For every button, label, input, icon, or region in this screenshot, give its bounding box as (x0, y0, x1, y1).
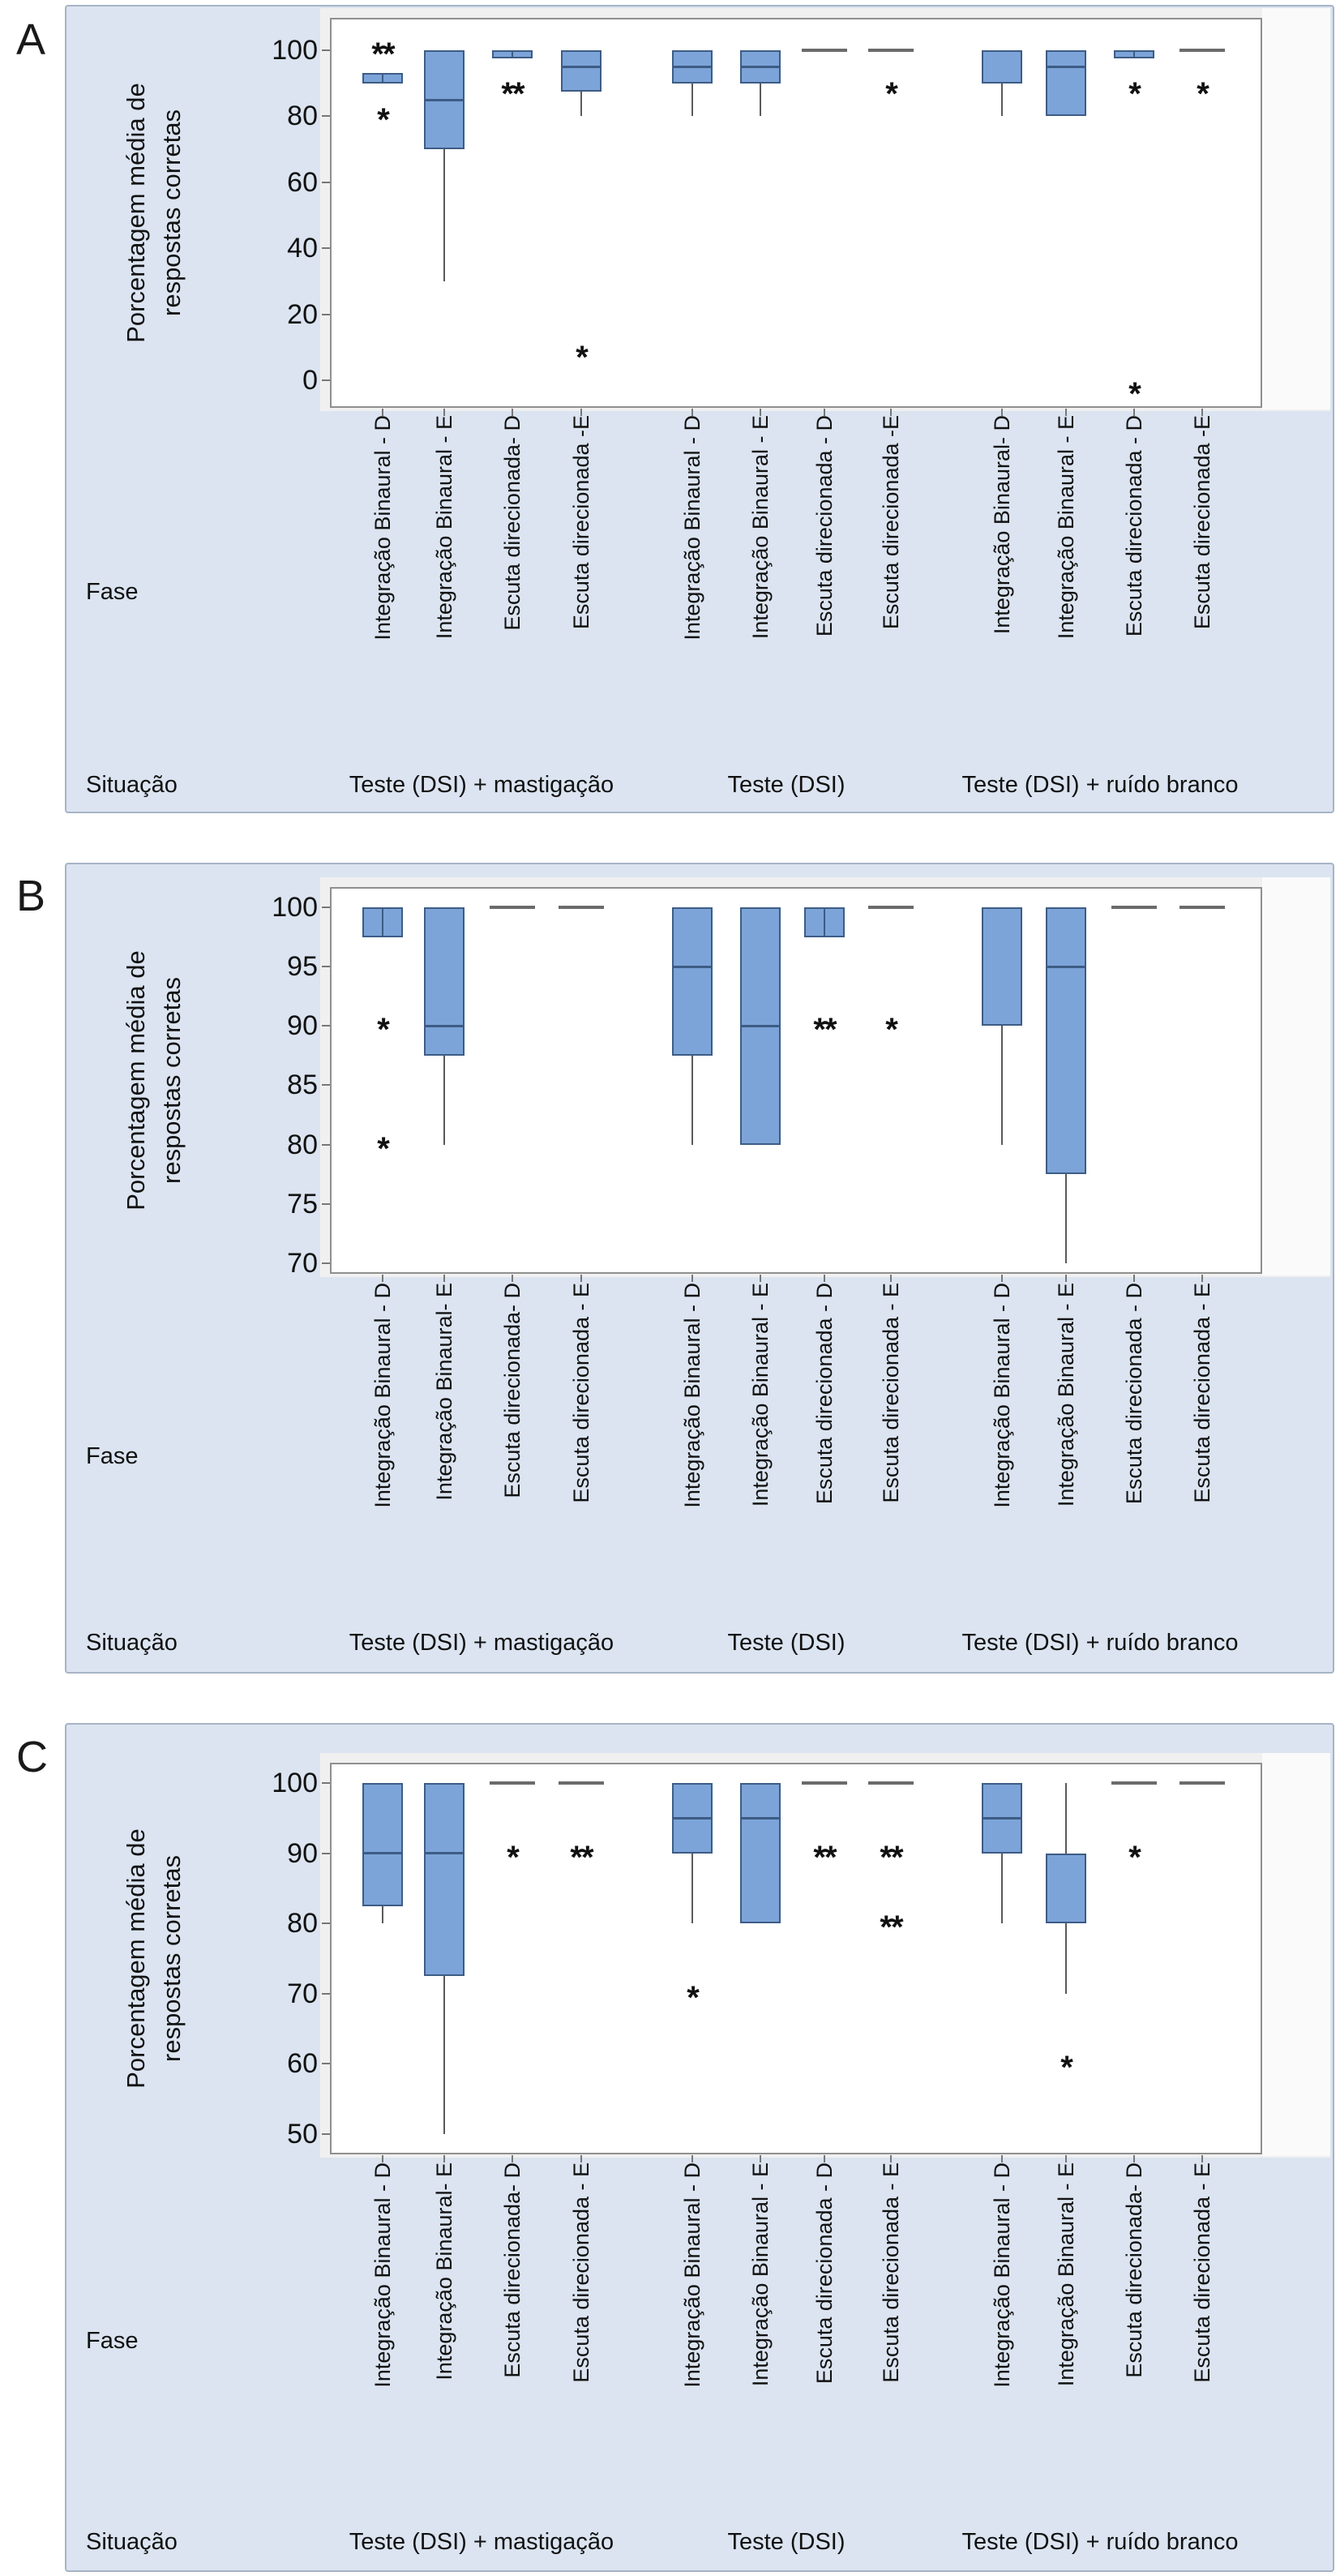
y-tick-label: 100 (272, 35, 318, 66)
y-tick-label: 80 (287, 101, 318, 132)
x-tick-mark (1065, 2155, 1067, 2162)
median-line (672, 1817, 713, 1819)
boxplot-box (982, 50, 1022, 84)
situation-group-label: Teste (DSI) (727, 1630, 846, 1656)
outlier-marker: * (885, 1012, 897, 1048)
x-tick-label: Escuta direcionada- D (500, 415, 524, 631)
range-line (1179, 1781, 1225, 1785)
range-line (868, 906, 914, 909)
x-tick-mark (691, 2155, 693, 2162)
x-tick-label: Escuta direcionada - E (1190, 2162, 1214, 2383)
panel-letter-b: B (16, 872, 46, 920)
x-tick-mark (824, 1275, 825, 1282)
situation-group-label: Teste (DSI) + mastigação (349, 1630, 614, 1656)
outlier-marker: ** (501, 75, 524, 112)
panel-b (65, 863, 1334, 1674)
x-tick-mark (1001, 1275, 1003, 1282)
y-tick-mark (322, 1922, 330, 1924)
x-tick-mark (443, 2155, 445, 2162)
whisker-lower (691, 84, 693, 117)
y-tick-mark (322, 1782, 330, 1784)
x-tick-label: Escuta direcionada - E (569, 1283, 593, 1503)
boxplot-box (1046, 907, 1086, 1174)
situation-group-label: Teste (DSI) + mastigação (349, 772, 614, 798)
y-tick-label: 20 (287, 298, 318, 330)
outlier-marker: * (687, 1979, 698, 2016)
y-axis-title (118, 887, 193, 1274)
range-line (1179, 49, 1225, 52)
range-line (490, 906, 535, 909)
phase-axis-label: Fase (86, 1443, 139, 1469)
x-tick-label: Integração Binaural - E (1054, 1283, 1078, 1507)
outlier-marker: * (1128, 75, 1140, 112)
outlier-marker: * (885, 75, 897, 112)
x-tick-mark (1001, 2155, 1003, 2162)
box-split-line (824, 909, 825, 936)
median-line (740, 66, 781, 68)
y-axis-title-line1: Porcentagem média de (122, 83, 150, 343)
median-line (561, 66, 602, 68)
chart-backing-right (1262, 1753, 1330, 2156)
outlier-marker: ** (813, 1839, 836, 1875)
x-tick-label: Escuta direcionada - D (1122, 1283, 1146, 1505)
outlier-marker: * (1128, 376, 1140, 413)
situation-axis-label: Situação (86, 1630, 178, 1656)
situation-group-label: Teste (DSI) + ruído branco (961, 2529, 1239, 2555)
x-tick-label: Integração Binaural - E (748, 1283, 773, 1507)
boxplot-box (672, 907, 713, 1056)
box-split-line (382, 909, 383, 936)
y-axis-title-line1: Porcentagem média de (122, 1828, 150, 2089)
boxplot-box (561, 50, 602, 92)
outlier-marker: ** (880, 1909, 902, 1945)
x-tick-label: Integração Binaural - E (748, 2162, 773, 2387)
range-line (1111, 1781, 1157, 1785)
y-tick-mark (322, 314, 330, 315)
x-tick-label: Escuta direcionada - D (1122, 415, 1146, 637)
whisker-lower (443, 1056, 445, 1145)
x-tick-label: Integração Binaural - D (990, 2162, 1014, 2388)
range-line (868, 1781, 914, 1785)
range-line (1179, 906, 1225, 909)
y-tick-label: 90 (287, 1010, 318, 1042)
median-line (740, 1025, 781, 1027)
x-tick-label: Integração Binaural - D (680, 2162, 704, 2388)
whisker-lower (1001, 1854, 1003, 1924)
range-line (1111, 906, 1157, 909)
outlier-marker: ** (880, 1839, 902, 1875)
y-tick-mark (322, 247, 330, 249)
whisker-lower (1001, 84, 1003, 117)
panel-letter-c: C (16, 1733, 48, 1781)
x-tick-label: Escuta direcionada -E (569, 415, 593, 630)
x-tick-mark (890, 2155, 892, 2162)
situation-group-label: Teste (DSI) (727, 2529, 846, 2555)
chart-backing-right (1262, 8, 1330, 409)
median-line (1046, 66, 1086, 68)
y-tick-label: 70 (287, 1978, 318, 2009)
median-line (672, 66, 713, 68)
y-tick-mark (322, 2133, 330, 2135)
x-tick-label: Integração Binaural - D (680, 415, 704, 641)
outlier-marker: * (377, 1012, 388, 1048)
x-tick-label: Integração Binaural - D (680, 1283, 704, 1508)
x-tick-label: Escuta direcionada- D (1122, 2162, 1146, 2378)
y-tick-mark (322, 1993, 330, 1995)
box-split-line (382, 75, 383, 81)
x-tick-mark (382, 2155, 383, 2162)
y-tick-label: 50 (287, 2119, 318, 2150)
x-tick-label: Escuta direcionada - E (569, 2162, 593, 2383)
boxplot-box (982, 907, 1022, 1026)
median-line (982, 1817, 1022, 1819)
y-tick-label: 70 (287, 1247, 318, 1279)
y-tick-label: 80 (287, 1908, 318, 1940)
panel-letter-a: A (16, 15, 46, 64)
x-tick-label: Integração Binaural - D (990, 1283, 1014, 1508)
outlier-marker: * (377, 1130, 388, 1167)
x-tick-label: Escuta direcionada - E (879, 2162, 903, 2383)
y-tick-mark (322, 1262, 330, 1264)
y-tick-mark (322, 1025, 330, 1027)
whisker-lower (1065, 1923, 1067, 1994)
outlier-marker: * (377, 102, 388, 139)
boxplot-box (740, 1783, 781, 1923)
plot-area (330, 887, 1262, 1274)
y-axis-title-line2: respostas corretas (157, 977, 186, 1184)
whisker-lower (443, 1976, 445, 2134)
y-axis-title (118, 18, 193, 408)
y-tick-mark (322, 1144, 330, 1146)
outlier-marker: * (507, 1839, 518, 1875)
x-tick-label: Integração Binaural - E (1054, 2162, 1078, 2387)
y-tick-mark (322, 115, 330, 117)
median-line (362, 1852, 403, 1854)
x-tick-label: Integração Binaural - E (748, 415, 773, 640)
situation-group-label: Teste (DSI) + ruído branco (961, 772, 1239, 798)
x-tick-mark (691, 1275, 693, 1282)
plot-area (330, 18, 1262, 413)
x-tick-mark (760, 1275, 761, 1282)
whisker-upper (1065, 1783, 1067, 1854)
y-tick-label: 60 (287, 166, 318, 198)
x-tick-label: Escuta direcionada- D (500, 1283, 524, 1498)
outlier-marker: * (1197, 75, 1208, 112)
situation-group-label: Teste (DSI) + mastigação (349, 2529, 614, 2555)
x-tick-mark (1133, 1275, 1135, 1282)
boxplot-box (362, 1783, 403, 1906)
y-tick-label: 40 (287, 233, 318, 264)
range-line (559, 906, 604, 909)
panel-c (65, 1723, 1334, 2572)
boxplot-box (424, 907, 465, 1056)
x-tick-mark (512, 1275, 513, 1282)
whisker-lower (760, 84, 761, 117)
panel-a (65, 5, 1334, 813)
outlier-marker: ** (570, 1839, 593, 1875)
y-axis-title-line2: respostas corretas (157, 109, 186, 316)
outlier-marker: * (576, 340, 587, 376)
x-tick-label: Escuta direcionada - E (1190, 1283, 1214, 1503)
y-tick-mark (322, 182, 330, 183)
x-tick-label: Escuta direcionada -E (879, 415, 903, 630)
x-tick-label: Integração Binaural - D (370, 2162, 395, 2388)
y-axis-title-line1: Porcentagem média de (122, 950, 150, 1211)
x-tick-mark (1201, 2155, 1203, 2162)
phase-axis-label: Fase (86, 579, 139, 605)
y-tick-mark (322, 907, 330, 908)
whisker-lower (1001, 1026, 1003, 1144)
x-tick-mark (580, 2155, 582, 2162)
y-axis-title-line2: respostas corretas (157, 1855, 186, 2062)
situation-axis-label: Situação (86, 2529, 178, 2555)
x-tick-label: Integração Binaural - E (1054, 415, 1078, 640)
y-axis-title (118, 1763, 193, 2154)
outlier-marker: * (1060, 2050, 1072, 2086)
y-tick-label: 85 (287, 1069, 318, 1101)
range-line (868, 49, 914, 52)
x-tick-label: Escuta direcionada - E (879, 1283, 903, 1503)
x-tick-mark (382, 1275, 383, 1282)
phase-axis-label: Fase (86, 2328, 139, 2354)
x-tick-label: Escuta direcionada- D (500, 2162, 524, 2378)
x-tick-label: Escuta direcionada - D (812, 415, 837, 637)
outlier-marker: ** (813, 1012, 836, 1048)
median-line (424, 99, 465, 101)
x-tick-mark (512, 2155, 513, 2162)
x-tick-mark (824, 2155, 825, 2162)
x-tick-label: Integração Binaural - E (432, 415, 456, 640)
x-tick-label: Integração Binaural - D (370, 415, 395, 641)
y-tick-label: 80 (287, 1129, 318, 1160)
x-tick-label: Escuta direcionada - D (812, 2162, 837, 2385)
median-line (740, 1817, 781, 1819)
boxplot-box (1046, 1854, 1086, 1924)
y-tick-label: 95 (287, 951, 318, 983)
box-split-line (1133, 52, 1135, 57)
y-tick-label: 100 (272, 1768, 318, 1798)
y-tick-mark (322, 1853, 330, 1854)
y-tick-mark (322, 379, 330, 381)
y-tick-mark (322, 966, 330, 967)
whisker-lower (382, 1906, 383, 1924)
y-tick-label: 60 (287, 2048, 318, 2080)
y-tick-label: 75 (287, 1188, 318, 1219)
x-tick-mark (890, 1275, 892, 1282)
situation-axis-label: Situação (86, 772, 178, 798)
x-tick-mark (1133, 2155, 1135, 2162)
y-tick-mark (322, 49, 330, 51)
x-tick-label: Integração Binaural- E (432, 1283, 456, 1501)
x-tick-mark (1065, 1275, 1067, 1282)
x-tick-mark (1201, 1275, 1203, 1282)
y-tick-label: 100 (272, 892, 318, 923)
median-line (672, 966, 713, 968)
plot-area (330, 1763, 1262, 2154)
situation-group-label: Teste (DSI) + ruído branco (961, 1630, 1239, 1656)
whisker-lower (691, 1854, 693, 1924)
outlier-marker: ** (371, 36, 394, 72)
box-split-line (512, 52, 513, 57)
y-tick-mark (322, 2063, 330, 2064)
median-line (424, 1852, 465, 1854)
x-tick-label: Integração Binaural- E (432, 2162, 456, 2381)
median-line (1046, 966, 1086, 968)
x-tick-label: Integração Binaural - D (370, 1283, 395, 1508)
situation-group-label: Teste (DSI) (727, 772, 846, 798)
whisker-lower (1065, 1174, 1067, 1263)
range-line (802, 49, 847, 52)
boxplot-box (1046, 50, 1086, 116)
y-tick-label: 0 (302, 365, 318, 396)
boxplot-box (424, 1783, 465, 1976)
range-line (802, 1781, 847, 1785)
y-tick-mark (322, 1084, 330, 1086)
x-tick-mark (760, 2155, 761, 2162)
range-line (559, 1781, 604, 1785)
chart-backing-right (1262, 877, 1330, 1275)
median-line (424, 1025, 465, 1027)
x-tick-mark (580, 1275, 582, 1282)
whisker-lower (691, 1056, 693, 1145)
x-tick-label: Escuta direcionada -E (1190, 415, 1214, 630)
x-tick-mark (443, 1275, 445, 1282)
whisker-lower (580, 92, 582, 117)
y-tick-mark (322, 1203, 330, 1205)
y-tick-label: 90 (287, 1837, 318, 1869)
x-tick-label: Integração Binaural- D (990, 415, 1014, 635)
whisker-lower (443, 149, 445, 281)
outlier-marker: * (1128, 1839, 1140, 1875)
range-line (490, 1781, 535, 1785)
x-tick-label: Escuta direcionada - D (812, 1283, 837, 1505)
